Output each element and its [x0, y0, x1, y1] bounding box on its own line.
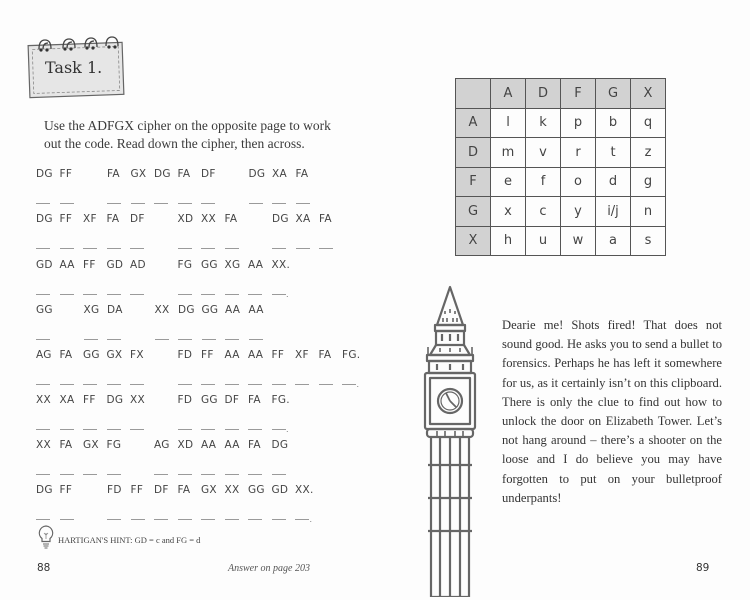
letter-blank[interactable]	[272, 384, 286, 385]
cipher-pair: FF	[59, 484, 73, 496]
big-ben-tower-icon	[415, 285, 485, 597]
letter-blank[interactable]	[60, 429, 74, 430]
cipher-pair: DG	[178, 304, 195, 316]
table-cell: u	[526, 226, 561, 256]
letter-blank[interactable]	[107, 429, 121, 430]
letter-blank[interactable]	[83, 294, 97, 295]
cipher-pair: DA	[107, 304, 123, 316]
letter-blank[interactable]	[107, 474, 121, 475]
cipher-word	[36, 259, 154, 271]
cipher-pair: DG	[36, 168, 53, 180]
letter-blank[interactable]	[202, 339, 216, 340]
letter-blank[interactable]	[225, 294, 239, 295]
cipher-pair: FA	[318, 349, 332, 361]
blank-word	[249, 194, 320, 212]
cipher-line	[36, 394, 295, 406]
cipher-pair: FF	[83, 259, 96, 271]
cipher-pair: XX	[36, 394, 51, 406]
letter-blank[interactable]	[272, 294, 286, 295]
letter-blank[interactable]	[154, 203, 168, 204]
cipher-pair: AA	[248, 304, 264, 316]
cipher-pair: FG.	[271, 394, 290, 406]
cipher-line	[36, 439, 295, 451]
letter-blank[interactable]	[178, 294, 192, 295]
letter-blank[interactable]	[225, 339, 239, 340]
cipher-pair: DF	[154, 484, 169, 496]
letter-blank[interactable]	[248, 474, 262, 475]
letter-blank[interactable]	[178, 203, 192, 204]
blank-word	[178, 375, 366, 393]
cipher-word	[36, 304, 60, 316]
task-title: Task 1.	[45, 58, 103, 77]
task-card	[27, 42, 123, 95]
intro-text: Use the ADFGX cipher on the opposite page to work out the code. Read down the cipher, then across.	[44, 118, 331, 151]
cipher-pair: FF	[83, 394, 96, 406]
letter-blank[interactable]	[248, 294, 262, 295]
table-row	[456, 226, 666, 256]
letter-blank[interactable]	[131, 203, 145, 204]
column-header: F	[561, 79, 596, 109]
column-header: A	[491, 79, 526, 109]
cipher-pair: FG	[177, 259, 193, 271]
cipher-pair: FA	[106, 213, 120, 225]
table-cell: y	[561, 197, 596, 227]
blank-word	[154, 465, 295, 483]
letter-blank[interactable]	[201, 384, 215, 385]
cipher-word	[36, 394, 154, 406]
cipher-pair: FA	[319, 213, 332, 225]
cipher-pair: XX	[36, 439, 51, 451]
table-cell: v	[526, 138, 561, 168]
cipher-pair: FA	[177, 484, 191, 496]
cipher-pair: FD	[177, 349, 193, 361]
corner-cell	[456, 79, 491, 109]
cipher-word	[107, 168, 225, 180]
cipher-pair: DF	[130, 213, 145, 225]
cipher-pair: GG	[201, 394, 218, 406]
cipher-pair: DG	[154, 168, 171, 180]
answer-blanks	[36, 285, 289, 299]
letter-blank[interactable]	[60, 203, 74, 204]
letter-blank[interactable]	[131, 519, 145, 520]
answer-blanks	[36, 194, 319, 200]
letter-blank[interactable]	[201, 429, 215, 430]
cipher-pair: XD	[177, 439, 194, 451]
table-cell: z	[631, 138, 666, 168]
cipher-word	[178, 349, 366, 361]
table-cell: g	[631, 167, 666, 197]
cipher-pair: AA	[248, 349, 264, 361]
letter-blank[interactable]	[248, 384, 262, 385]
row-header: F	[456, 167, 491, 197]
answer-blanks	[36, 239, 343, 245]
cipher-pair: XX	[130, 394, 145, 406]
letter-blank[interactable]	[130, 294, 144, 295]
letter-blank[interactable]	[178, 519, 192, 520]
letter-blank[interactable]	[36, 203, 50, 204]
letter-blank[interactable]	[201, 474, 215, 475]
cipher-pair: DG	[271, 439, 289, 451]
blank-word	[36, 239, 154, 257]
cipher-pair: FG.	[342, 349, 361, 361]
letter-blank[interactable]	[130, 248, 144, 249]
table-row	[456, 167, 666, 197]
cipher-pair: AA	[248, 259, 264, 271]
letter-blank[interactable]	[272, 429, 286, 430]
cipher-pair: XF	[83, 213, 97, 225]
column-header: X	[631, 79, 666, 109]
letter-blank[interactable]	[60, 248, 74, 249]
cipher-pair: AA	[224, 349, 240, 361]
cipher-pair: AA	[201, 439, 217, 451]
page-number-right: 89	[696, 562, 710, 574]
cipher-pair: XG	[83, 304, 100, 316]
letter-blank[interactable]	[107, 339, 121, 340]
letter-blank[interactable]	[272, 474, 286, 475]
letter-blank[interactable]	[107, 203, 121, 204]
table-row	[456, 108, 666, 138]
cipher-line	[36, 259, 295, 271]
cipher-word	[36, 213, 154, 225]
cipher-line	[36, 349, 366, 361]
cipher-pair: GG	[36, 304, 53, 316]
letter-blank[interactable]	[201, 248, 215, 249]
table-cell: h	[491, 226, 526, 256]
cipher-pair: FF	[59, 213, 73, 225]
adfgx-cipher-table	[455, 78, 666, 256]
cipher-word	[178, 213, 249, 225]
lightbulb-icon	[36, 524, 56, 550]
letter-blank[interactable]	[201, 294, 215, 295]
cipher-pair: GG	[201, 304, 219, 316]
letter-blank[interactable]	[107, 248, 121, 249]
letter-blank[interactable]	[130, 429, 144, 430]
cipher-word	[155, 304, 273, 316]
letter-blank[interactable]	[249, 339, 263, 340]
page-number-left: 88	[37, 562, 51, 574]
cipher-pair: XX.	[295, 484, 314, 496]
letter-blank[interactable]	[319, 248, 333, 249]
letter-blank[interactable]	[248, 519, 262, 520]
blank-word	[36, 420, 154, 438]
table-cell: w	[561, 226, 596, 256]
cipher-pair: FD	[107, 484, 122, 496]
cipher-pair: DG	[36, 213, 53, 225]
cipher-pair: GX	[201, 484, 217, 496]
cipher-line	[36, 484, 319, 496]
letter-blank[interactable]	[83, 248, 97, 249]
letter-blank[interactable]	[107, 384, 121, 385]
cipher-pair: FA	[107, 168, 120, 180]
cipher-pair: FX	[130, 349, 144, 361]
cipher-pair: FF	[59, 168, 73, 180]
blank-word	[36, 330, 60, 348]
cipher-pair: XX	[224, 484, 240, 496]
table-cell: d	[596, 167, 631, 197]
blank-word	[36, 465, 130, 483]
cipher-pair: AA	[225, 304, 241, 316]
cipher-word	[84, 304, 131, 316]
answer-blanks	[36, 375, 360, 389]
cipher-pair: XF	[295, 349, 309, 361]
blank-word	[36, 285, 154, 303]
blank-word	[107, 510, 319, 528]
table-cell: s	[631, 226, 666, 256]
cipher-pair: FF	[201, 349, 214, 361]
blank-word	[178, 285, 296, 303]
blank-word	[178, 239, 249, 257]
cipher-line	[36, 168, 319, 180]
table-cell: c	[526, 197, 561, 227]
blank-period: .	[286, 424, 289, 434]
letter-blank[interactable]	[83, 429, 97, 430]
cipher-pair: XA	[295, 213, 311, 225]
cipher-pair: FD	[177, 394, 193, 406]
cipher-pair: XD	[177, 213, 194, 225]
right-page	[375, 0, 750, 600]
table-row	[456, 138, 666, 168]
letter-blank[interactable]	[295, 519, 309, 520]
letter-blank[interactable]	[36, 519, 50, 520]
cipher-pair: GG	[248, 484, 265, 496]
column-header: D	[526, 79, 561, 109]
cipher-pair: FG	[106, 439, 122, 451]
letter-blank[interactable]	[225, 519, 239, 520]
letter-blank[interactable]	[83, 474, 97, 475]
letter-blank[interactable]	[225, 248, 239, 249]
cipher-pair: AG	[36, 349, 52, 361]
table-row	[456, 197, 666, 227]
letter-blank[interactable]	[342, 384, 356, 385]
table-cell: r	[561, 138, 596, 168]
cipher-pair: GD	[36, 259, 53, 271]
cipher-word	[249, 168, 320, 180]
letter-blank[interactable]	[36, 384, 50, 385]
letter-blank[interactable]	[178, 384, 192, 385]
cipher-word	[36, 168, 83, 180]
letter-blank[interactable]	[107, 519, 121, 520]
cipher-pair: GX	[83, 439, 99, 451]
letter-blank[interactable]	[130, 384, 144, 385]
row-header: A	[456, 108, 491, 138]
answer-blanks	[36, 330, 272, 336]
letter-blank[interactable]	[154, 474, 168, 475]
cipher-pair: GD	[271, 484, 289, 496]
letter-blank[interactable]	[60, 519, 74, 520]
cipher-pair: GG	[201, 259, 218, 271]
cipher-pair: AD	[130, 259, 146, 271]
cipher-pair: FF	[130, 484, 144, 496]
cipher-word	[36, 439, 130, 451]
cipher-pair: XG	[224, 259, 241, 271]
cipher-pair: DF	[224, 394, 240, 406]
cipher-pair: GD	[106, 259, 124, 271]
letter-blank[interactable]	[295, 384, 309, 385]
table-cell: b	[596, 108, 631, 138]
letter-blank[interactable]	[60, 384, 74, 385]
letter-blank[interactable]	[272, 203, 286, 204]
cipher-word	[107, 484, 319, 496]
cipher-pair: DG	[36, 484, 53, 496]
cipher-pair: FA	[248, 394, 261, 406]
letter-blank[interactable]	[225, 429, 239, 430]
blank-word	[36, 194, 83, 212]
letter-blank[interactable]	[36, 248, 50, 249]
cipher-pair: FF	[271, 349, 285, 361]
letter-blank[interactable]	[296, 248, 310, 249]
table-cell: i/j	[596, 197, 631, 227]
letter-blank[interactable]	[272, 248, 286, 249]
letter-blank[interactable]	[60, 474, 74, 475]
blank-period: .	[309, 514, 313, 524]
letter-blank[interactable]	[155, 339, 169, 340]
cipher-pair: XA	[272, 168, 287, 180]
cipher-pair: GX	[130, 168, 147, 180]
letter-blank[interactable]	[60, 294, 74, 295]
cipher-word	[178, 394, 296, 406]
answer-blanks	[36, 420, 289, 434]
cipher-pair: FA	[224, 213, 238, 225]
cipher-pair: XX	[154, 304, 170, 316]
table-cell: k	[526, 108, 561, 138]
letter-blank[interactable]	[249, 203, 263, 204]
cipher-pair: DF	[201, 168, 216, 180]
cipher-line	[36, 304, 272, 316]
letter-blank[interactable]	[272, 519, 286, 520]
letter-blank[interactable]	[84, 339, 98, 340]
blank-word	[272, 239, 343, 257]
blank-word	[178, 420, 296, 438]
cipher-pair: GX	[106, 349, 123, 361]
table-cell: x	[491, 197, 526, 227]
cipher-pair: XX.	[271, 259, 291, 271]
blank-word	[36, 375, 154, 393]
blank-period: .	[286, 289, 289, 299]
cipher-word	[272, 213, 343, 225]
letter-blank[interactable]	[201, 203, 215, 204]
cipher-pair: DG	[106, 394, 124, 406]
cipher-pair: FA	[248, 439, 261, 451]
story-text: Dearie me! Shots fired! That does not sound good. He asks you to send a bullet to forensics. Perhaps he has left it somewhere for us, as it certainly isn’t on this clipboard. There is only the clue to find out how to unlock the door on Elizabeth Tower. Let’s not hang around – there’s a shooter on the loose and I do believe you may have forgotten to put on your bulletproof underpants!	[502, 318, 722, 505]
cipher-pair: FA	[177, 168, 191, 180]
cipher-word	[178, 259, 296, 271]
blank-word	[84, 330, 131, 348]
blank-period: .	[356, 379, 360, 389]
cipher-pair: AA	[224, 439, 240, 451]
letter-blank[interactable]	[201, 519, 215, 520]
cipher-word	[36, 484, 83, 496]
letter-blank[interactable]	[83, 384, 97, 385]
table-cell: l	[491, 108, 526, 138]
table-header-row	[456, 79, 666, 109]
cipher-pair: XX	[201, 213, 216, 225]
letter-blank[interactable]	[154, 519, 168, 520]
table-cell: q	[631, 108, 666, 138]
table-cell: n	[631, 197, 666, 227]
hint-text: HARTIGAN'S HINT: GD = c and FG = d	[58, 535, 201, 545]
table-cell: f	[526, 167, 561, 197]
letter-blank[interactable]	[248, 429, 262, 430]
answer-blanks	[36, 465, 295, 471]
blank-word	[155, 330, 273, 348]
cipher-pair: AG	[154, 439, 170, 451]
table-cell: o	[561, 167, 596, 197]
letter-blank[interactable]	[36, 339, 50, 340]
cipher-pair: DG	[272, 213, 289, 225]
cipher-pair: GG	[83, 349, 100, 361]
table-cell: e	[491, 167, 526, 197]
letter-blank[interactable]	[319, 384, 333, 385]
letter-blank[interactable]	[225, 384, 239, 385]
cipher-pair: FA	[59, 439, 73, 451]
cipher-word	[154, 439, 295, 451]
letter-blank[interactable]	[178, 474, 192, 475]
letter-blank[interactable]	[36, 474, 50, 475]
row-header: G	[456, 197, 491, 227]
table-cell: m	[491, 138, 526, 168]
row-header: X	[456, 226, 491, 256]
table-cell: t	[596, 138, 631, 168]
letter-blank[interactable]	[296, 203, 310, 204]
letter-blank[interactable]	[107, 294, 121, 295]
row-header: D	[456, 138, 491, 168]
letter-blank[interactable]	[178, 429, 192, 430]
blank-word	[107, 194, 225, 212]
table-cell: a	[596, 226, 631, 256]
cipher-pair: FA	[295, 168, 309, 180]
answer-reference: Answer on page 203	[228, 563, 310, 574]
column-header: G	[596, 79, 631, 109]
cipher-pair: AA	[59, 259, 75, 271]
cipher-word	[36, 349, 154, 361]
cipher-pair: XA	[59, 394, 75, 406]
letter-blank[interactable]	[178, 339, 192, 340]
letter-blank[interactable]	[178, 248, 192, 249]
cipher-pair: DG	[248, 168, 266, 180]
table-cell: p	[561, 108, 596, 138]
cipher-pair: FA	[59, 349, 73, 361]
letter-blank[interactable]	[225, 474, 239, 475]
cipher-line	[36, 213, 343, 225]
letter-blank[interactable]	[36, 294, 50, 295]
answer-blanks	[36, 510, 313, 524]
letter-blank[interactable]	[36, 429, 50, 430]
